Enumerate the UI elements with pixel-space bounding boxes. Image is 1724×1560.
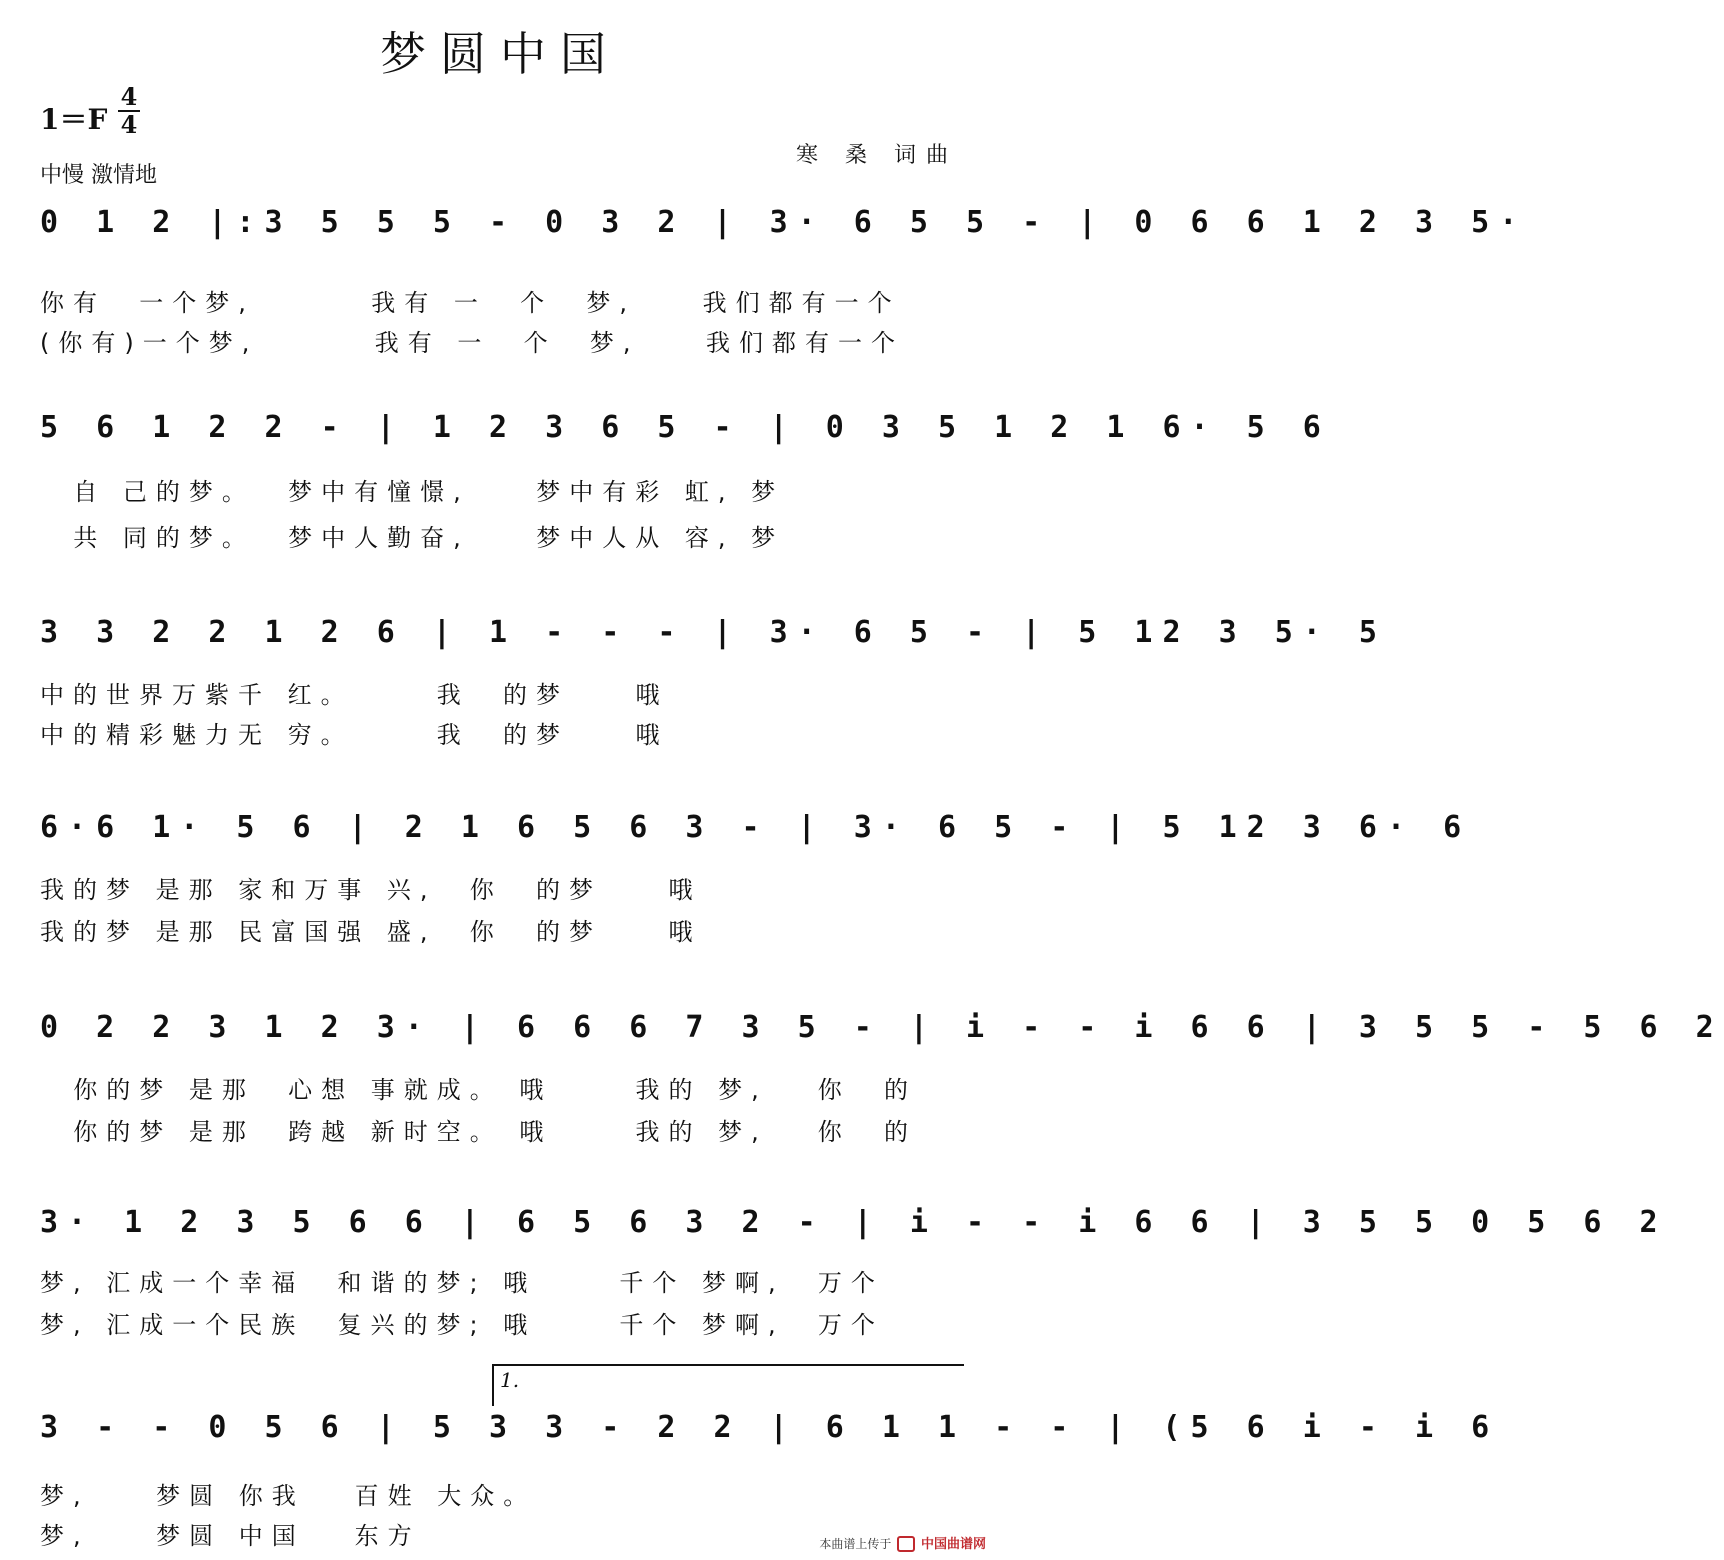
lyric-verse-2: 中的精彩魅力无 穷。 我 的梦 哦 [40, 721, 669, 749]
notation-line: 6·6 1· 5 6 | 2 1 6 5 6 3 - | 3· 6 5 - | 5 12 3 6· 6 [40, 810, 1472, 845]
lyric-verse-2: 梦, 梦圆 中国 东方 [40, 1522, 421, 1550]
lyric-verse-1: 你的梦 是那 心想 事就成。 哦 我的 梦, 你 的 [40, 1076, 917, 1104]
lyric-verse-2: 我的梦 是那 民富国强 盛, 你 的梦 哦 [40, 918, 702, 946]
meter-top: 4 [120, 82, 138, 111]
first-ending-label: 1. [500, 1368, 520, 1392]
lyric-verse-1: 梦, 汇成一个幸福 和谐的梦; 哦 千个 梦啊, 万个 [40, 1269, 884, 1297]
lyric-verse-1: 梦, 梦圆 你我 百姓 大众。 [40, 1482, 537, 1510]
footer-text: 本曲谱上传于 [819, 1536, 892, 1551]
meter-bottom: 4 [120, 110, 138, 139]
lyric-verse-2: 梦, 汇成一个民族 复兴的梦; 哦 千个 梦啊, 万个 [40, 1311, 884, 1339]
site-footer [819, 1533, 986, 1553]
notation-line: 0 2 2 3 1 2 3· | 6 6 6 7 3 5 - | i - - i 6 6 | 3 5 5 - 5 6 2 [40, 1010, 1724, 1045]
lyric-verse-1: 自 己的梦。 梦中有憧憬, 梦中有彩 虹, 梦 [40, 478, 785, 506]
lyric-verse-1: 你有 一个梦, 我有 一 个 梦, 我们都有一个 [40, 289, 901, 317]
notation-line: 3· 1 2 3 5 6 6 | 6 5 6 3 2 - | i - - i 6 6 | 3 5 5 0 5 6 2 [40, 1205, 1668, 1240]
lyric-verse-2: 你的梦 是那 跨越 新时空。 哦 我的 梦, 你 的 [40, 1118, 917, 1146]
first-ending-bracket [492, 1364, 964, 1406]
score-title: 梦圆中国 [380, 27, 620, 81]
notation-line: 5 6 1 2 2 - | 1 2 3 6 5 - | 0 3 5 1 2 1 6· 5 6 [40, 410, 1331, 445]
key-signature: 1＝F [40, 103, 108, 136]
lyric-verse-2: (你有)一个梦, 我有 一 个 梦, 我们都有一个 [40, 329, 905, 357]
time-signature [118, 84, 140, 138]
author-credit: 寒 桑 词曲 [796, 143, 958, 168]
footer-brand: 中国曲谱网 [920, 1536, 986, 1552]
tempo-marking: 中慢 激情地 [40, 163, 157, 188]
lyric-verse-2: 共 同的梦。 梦中人勤奋, 梦中人从 容, 梦 [40, 524, 785, 552]
notation-line: 0 1 2 |:3 5 5 5 - 0 3 2 | 3· 6 5 5 - | 0 6 6 1 2 3 5· [40, 205, 1528, 240]
notation-line: 3 3 2 2 1 2 6 | 1 - - - | 3· 6 5 - | 5 12 3 5· 5 [40, 615, 1387, 650]
site-logo-icon [897, 1536, 915, 1552]
lyric-verse-1: 中的世界万紫千 红。 我 的梦 哦 [40, 681, 669, 709]
notation-line: 3 - - 0 5 6 | 5 3 3 - 2 2 | 6 1 1 - - | (5 6 i - i 6 [40, 1410, 1500, 1445]
lyric-verse-1: 我的梦 是那 家和万事 兴, 你 的梦 哦 [40, 876, 702, 904]
